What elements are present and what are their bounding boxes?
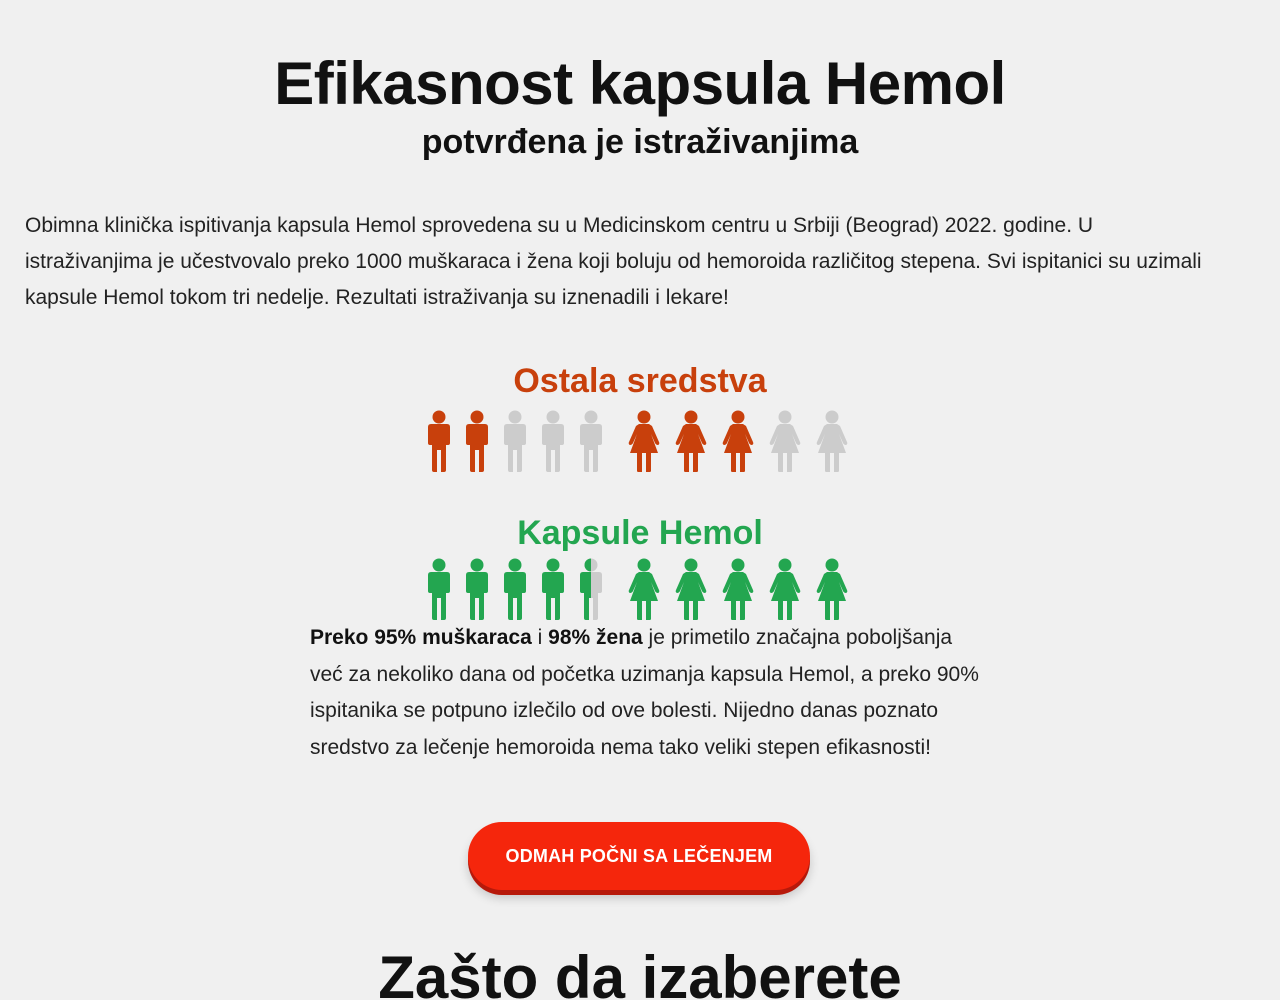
other-male-icon-1 <box>420 410 458 472</box>
hemol-capsules-icon-row <box>420 558 860 620</box>
other-female-icon-3 <box>719 410 757 472</box>
page-title: Efikasnost kapsula Hemol <box>274 50 1006 117</box>
start-treatment-button[interactable]: ODMAH POČNI SA LEČENJEM <box>468 822 810 890</box>
hemol-male-icon-4 <box>534 558 572 620</box>
other-female-icon-1 <box>625 410 663 472</box>
other-male-icon-3 <box>496 410 534 472</box>
result-rest: je primetilo značajna poboljšanja već za nekoliko dana od početka uzimanja kapsula Hemol, a preko 90% ispitanika se potpuno izlečilo od ove bolesti. Nijedno danas poznato sredstvo za lečenje hemoroida nema tako veliki stepen efikasnosti! <box>310 626 979 759</box>
hemol-male-icon-3 <box>496 558 534 620</box>
page-subtitle: potvrđena je istraživanjima <box>421 123 859 161</box>
hemol-female-icon-5 <box>813 558 851 620</box>
men-stat: Preko 95% muškaraca <box>310 626 532 649</box>
hemol-capsules-title: Kapsule Hemol <box>517 514 763 552</box>
result-paragraph <box>310 620 980 766</box>
hemol-male-icon-1 <box>420 558 458 620</box>
hemol-male-icon-5 <box>572 558 610 620</box>
other-male-icon-5 <box>572 410 610 472</box>
other-male-icon-4 <box>534 410 572 472</box>
other-female-icon-2 <box>672 410 710 472</box>
hemol-female-icon-4 <box>766 558 804 620</box>
intro-paragraph: Obimna klinička ispitivanja kapsula Hemol sprovedena su u Medicinskom centru u Srbiji (Beograd) 2022. godine. U istraživanjima je učestvovalo preko 1000 muškaraca i žena koji boluju od hemoroida različitog stepena. Svi ispitanici su uzimali kapsule Hemol tokom tri nedelje. Rezultati istraživanja su iznenadili i lekare! <box>25 214 1202 309</box>
other-female-icon-4 <box>766 410 804 472</box>
hemol-female-icon-1 <box>625 558 663 620</box>
other-female-icon-5 <box>813 410 851 472</box>
women-stat: 98% žena <box>548 626 643 649</box>
hemol-male-icon-2 <box>458 558 496 620</box>
result-connector: i <box>531 626 549 649</box>
other-male-icon-2 <box>458 410 496 472</box>
hemol-female-icon-3 <box>719 558 757 620</box>
other-remedies-title: Ostala sredstva <box>513 362 767 400</box>
why-choose-title: Zašto da izaberete <box>378 944 902 1000</box>
hemol-female-icon-2 <box>672 558 710 620</box>
other-remedies-icon-row <box>420 410 860 472</box>
